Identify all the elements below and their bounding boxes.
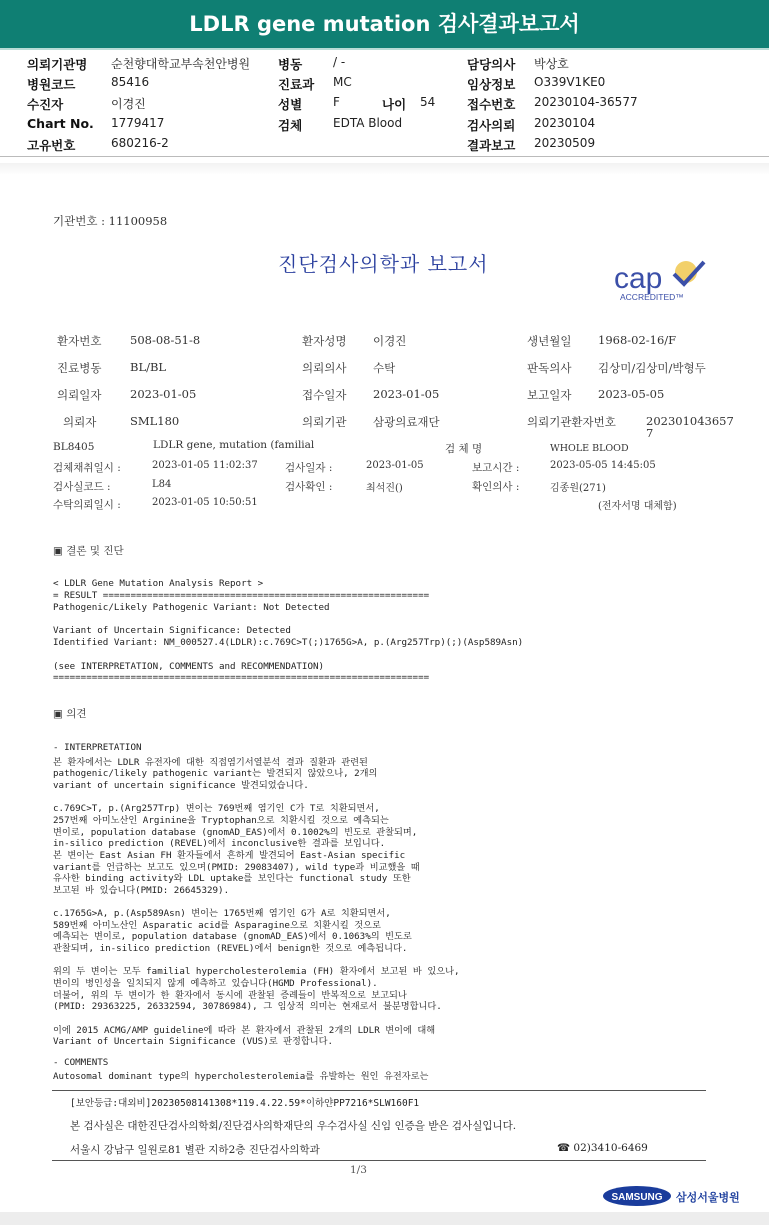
conclusion-line: (see INTERPRETATION, COMMENTS and RECOMMENDATION) — [53, 660, 325, 672]
header-label: 수진자 — [27, 97, 64, 113]
opinion-heading: ▣ 의견 — [53, 708, 87, 720]
grid-value: 202301043657 — [646, 414, 734, 428]
opinion-line: 257번째 아미노산인 Arginine을 Tryptophan으로 치환시킬 것으로 예측되는 — [53, 814, 389, 826]
opinion-line: Variant of Uncertain Significance (VUS)로 판정합니다. — [53, 1036, 334, 1048]
opinion-line: 변이로, population database (gnomAD_EAS)에서 0.1002%의 빈도로 관찰되며, — [53, 826, 418, 838]
test-field-label: 검체채취일시 : — [53, 462, 121, 474]
age-label: 나이 — [382, 97, 407, 113]
test-field-value: 2023-01-05 — [366, 460, 424, 471]
opinion-line: 589번째 아미노산인 Asparatic acid를 Asparagine으로 치환시킬 것으로 — [53, 919, 381, 931]
bottom-band — [0, 1212, 769, 1225]
header-label: 임상정보 — [467, 77, 516, 93]
conclusion-line: ==================================================================== — [53, 672, 430, 684]
department-report-title: 진단검사의학과 보고서 — [278, 252, 489, 276]
test-code: BL8405 — [53, 441, 95, 453]
conclusion-line: Pathogenic/Likely Pathogenic Variant: Not Detected — [53, 601, 330, 613]
header-label: 성별 — [278, 97, 303, 113]
grid-label: 환자번호 — [57, 334, 102, 348]
certification-line: 본 검사실은 대한진단검사의학회/진단검사의학재단의 우수검사실 신임 인증을 받은 검사실입니다. — [70, 1120, 517, 1132]
grid-label: 의뢰기관 — [302, 415, 347, 429]
grid-value: 2023-05-05 — [598, 387, 665, 401]
grid-value: 수탁 — [373, 361, 396, 375]
header-value: O339V1KE0 — [534, 75, 606, 90]
header-value: 순천향대학교부속천안병원 — [111, 57, 251, 71]
conclusion-line: < LDLR Gene Mutation Analysis Report > — [53, 578, 264, 589]
grid-label: 의뢰일자 — [57, 388, 102, 402]
opinion-line: c.1765G>A, p.(Asp589Asn) 변이는 1765번째 염기인 G가 A로 치환되면서, — [53, 908, 391, 920]
header-label: 고유번호 — [27, 137, 76, 153]
grid-label: 의뢰자 — [63, 415, 97, 429]
header-value: F — [333, 95, 340, 110]
opinion-line: pathogenic/likely pathogenic variant는 발견되지 않았으나, 2개의 — [53, 768, 378, 780]
opinion-line: 변이의 병인성을 일치되지 않게 예측하고 있습니다(HGMD Professional). — [53, 978, 378, 989]
header-label: 진료과 — [278, 77, 315, 93]
report-title: LDLR gene mutation 검사결과보고서 — [189, 12, 580, 36]
grid-label: 의뢰의사 — [302, 361, 347, 375]
header-label: 결과보고 — [467, 137, 516, 153]
header-value: 85416 — [111, 75, 150, 90]
grid-value: BL/BL — [130, 360, 167, 374]
grid-value: 1968-02-16/F — [598, 333, 677, 347]
department-address: 서울시 강남구 일원로81 별관 지하2층 진단검사의학과 — [70, 1144, 320, 1156]
phone-number: ☎ 02)3410-6469 — [557, 1142, 648, 1154]
test-field-value: L84 — [152, 479, 172, 490]
institution-number: 기관번호 : 11100958 — [53, 214, 168, 228]
footer-divider — [52, 1090, 706, 1091]
opinion-line: (PMID: 29363225, 26332594, 30786984), 그 임상적 의미는 현재로서 불분명합니다. — [53, 1001, 442, 1013]
grid-label: 환자성명 — [302, 334, 347, 348]
opinion-line: - INTERPRETATION — [53, 742, 142, 753]
conclusion-line: = RESULT =========================================================== — [53, 589, 430, 601]
hospital-name-text: 삼성서울병원 — [676, 1191, 740, 1204]
header-value: MC — [333, 75, 352, 90]
grid-value-wrap: 7 — [646, 426, 654, 440]
header-label: 검체 — [278, 117, 303, 133]
cap-logo-subtext: ACCREDITED™ — [620, 292, 684, 302]
cap-logo-text: cap — [614, 262, 663, 295]
scan-edge — [0, 163, 769, 175]
header-value: / - — [333, 55, 346, 69]
conclusion-line: Variant of Uncertain Significance: Detected — [53, 625, 291, 637]
opinion-line: 보고된 바 있습니다(PMID: 26645329). — [53, 884, 230, 896]
header-label: 의뢰기관명 — [27, 57, 88, 72]
test-field-label: 확인의사 : — [472, 481, 520, 493]
header-label: 병동 — [278, 57, 303, 72]
opinion-line: Autosomal dominant type의 hypercholesterolemia를 유발하는 원인 유전자로는 — [53, 1071, 429, 1083]
opinion-line: variant of uncertain significance 발견되었습니다. — [53, 779, 309, 791]
opinion-line: 관찰되며, in-silico prediction (REVEL)에서 benign한 것으로 예측됩니다. — [53, 943, 408, 955]
grid-value: 삼광의료재단 — [373, 415, 440, 429]
header-value: 박상호 — [534, 57, 569, 71]
grid-value: 2023-01-05 — [373, 387, 440, 401]
header-divider — [0, 156, 769, 157]
opinion-line: 이에 2015 ACMG/AMP guideline에 따라 본 환자에서 관찰된 2개의 LDLR 변이에 대해 — [53, 1024, 436, 1036]
opinion-line: 본 변이는 East Asian FH 환자들에서 흔하게 발견되어 East-Asian specific — [53, 849, 406, 861]
conclusion-line: Identified Variant: NM_000527.4(LDLR):c.769C>T(;)1765G>A, p.(Arg257Trp)(;)(Asp589Asn) — [53, 637, 524, 648]
header-value: 20230509 — [534, 135, 596, 150]
header-label: 접수번호 — [467, 97, 516, 113]
grid-label: 접수일자 — [302, 388, 347, 402]
grid-label: 진료병동 — [57, 361, 102, 375]
security-line: [보안등급:대외비]20230508141308*119.4.22.59*이하얀PP7216*SLW160F1 — [70, 1098, 420, 1109]
test-field-value: 2023-01-05 11:02:37 — [152, 460, 258, 471]
test-field-value: 최석진() — [366, 483, 403, 494]
opinion-line: variant를 언급하는 보고도 있으며(PMID: 29083407), wild type과 비교했을 때 — [53, 861, 420, 873]
grid-value: 김상미/김상미/박형두 — [598, 361, 706, 375]
test-field-label: 검사실코드 : — [53, 481, 111, 493]
opinion-line: c.769C>T, p.(Arg257Trp) 변이는 769번째 염기인 C가 T로 치환되면서, — [53, 803, 380, 815]
grid-label: 판독의사 — [527, 361, 572, 375]
grid-label: 보고일자 — [527, 388, 572, 402]
header-value: 이경진 — [111, 97, 146, 112]
opinion-line: 예측되는 변이로, population database (gnomAD_EAS)에서 0.1063%의 빈도로 — [53, 931, 412, 943]
header-label: 담당의사 — [467, 57, 516, 72]
opinion-line: in-silico prediction (REVEL)에서 inconclusive한 결과를 보입니다. — [53, 838, 386, 850]
grid-value: 2023-01-05 — [130, 387, 197, 401]
samsung-hospital-logo — [603, 1185, 743, 1211]
opinion-line: - COMMENTS — [53, 1056, 109, 1068]
test-field-value: 2023-05-05 14:45:05 — [550, 460, 656, 471]
opinion-line: 본 환자에서는 LDLR 유전자에 대한 직접염기서열분석 결과 질환과 관련된 — [53, 756, 368, 768]
test-field-label: 검사일자 : — [285, 462, 333, 474]
specimen-label: 검 체 명 — [445, 443, 483, 455]
test-field-label: 보고시간 : — [472, 462, 520, 474]
test-name: LDLR gene, mutation (familial — [153, 439, 315, 451]
specimen-value: WHOLE BLOOD — [550, 443, 629, 454]
opinion-line: 더불어, 위의 두 변이가 한 환자에서 동시에 관찰된 증례들이 반복적으로 보고되나 — [53, 989, 407, 1001]
header-value: EDTA Blood — [333, 115, 403, 130]
header-value: 20230104-36577 — [534, 95, 638, 110]
header-value: 1779417 — [111, 115, 165, 130]
page-number: 1/3 — [350, 1164, 367, 1176]
opinion-line: 위의 두 변이는 모두 familial hypercholesterolemia (FH) 환자에서 보고된 바 있으나, — [53, 966, 460, 978]
test-field-value: (전자서명 대체함) — [598, 501, 677, 512]
conclusion-heading: ▣ 결론 및 진단 — [53, 545, 124, 557]
opinion-line: 유사한 binding activity와 LDL uptake를 보인다는 functional study 또한 — [53, 873, 411, 885]
grid-value: 이경진 — [373, 334, 407, 348]
grid-value: 508-08-51-8 — [130, 333, 201, 347]
grid-label: 생년월일 — [527, 334, 572, 348]
header-label: 병원코드 — [27, 77, 76, 93]
header-label: 검사의뢰 — [467, 117, 516, 133]
header-label: Chart No. — [27, 115, 94, 131]
test-field-label: 수탁의뢰일시 : — [53, 499, 121, 511]
grid-value: SML180 — [130, 414, 180, 428]
test-field-value: 김종원(271) — [550, 483, 606, 494]
test-field-value: 2023-01-05 10:50:51 — [152, 497, 258, 508]
grid-label: 의뢰기관환자번호 — [527, 415, 616, 429]
test-field-label: 검사확인 : — [285, 481, 333, 493]
cap-accredited-logo — [612, 258, 710, 304]
header-value: 20230104 — [534, 115, 596, 130]
header-value: 680216-2 — [111, 135, 169, 150]
samsung-brand-text: SAMSUNG — [611, 1192, 663, 1203]
age-value: 54 — [420, 95, 436, 110]
footer-divider-2 — [52, 1160, 706, 1161]
